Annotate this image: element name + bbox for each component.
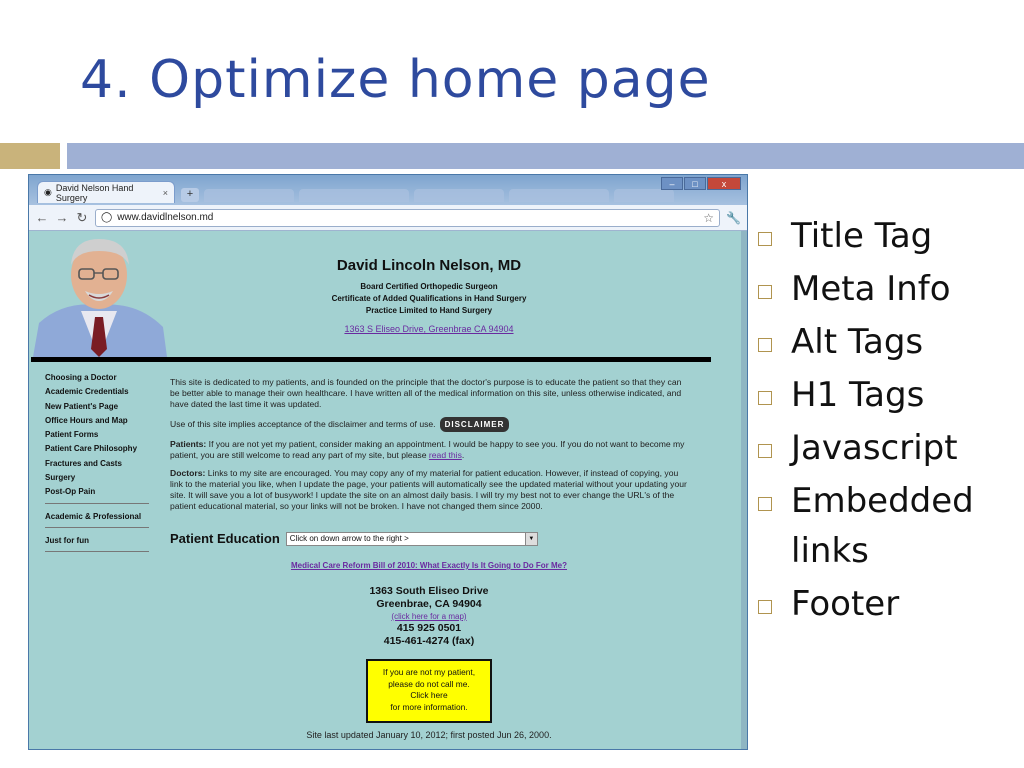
- star-icon[interactable]: ☆: [703, 210, 715, 225]
- bullet-item: [758, 314, 1018, 367]
- nav-item[interactable]: Post-Op Pain: [45, 487, 96, 497]
- bullet-list: [758, 208, 1018, 629]
- phone-number: 415 925 0501: [396, 622, 462, 634]
- bullet-text: Title Tag: [791, 216, 933, 256]
- nav-item[interactable]: New Patient's Page: [45, 401, 119, 411]
- background-tab[interactable]: [509, 189, 609, 202]
- site-subtitle: Board Certified Orthopedic Surgeon: [360, 282, 498, 291]
- bullet-box-icon: [758, 338, 772, 352]
- doctors-label: Doctors:: [170, 468, 206, 478]
- bullet-box-icon: [758, 444, 772, 458]
- url-text: www.davidlnelson.md: [117, 212, 214, 223]
- patients-text: If you are not yet my patient, consider making an appointment. I would be happy to see you. If you do not want to become my patient, you are still welcome to read any part of my site, but please: [170, 439, 685, 460]
- accent-bar-blue: [67, 143, 1024, 169]
- bullet-item: [758, 261, 1018, 314]
- header-rule: [31, 357, 711, 362]
- tab-title: David Nelson Hand Surgery: [55, 182, 134, 203]
- bullet-text: Embedded links: [791, 481, 974, 571]
- bullet-box-icon: [758, 600, 772, 614]
- notice-line: Click here: [410, 690, 448, 700]
- city-address: Greenbrae, CA 94904: [376, 598, 482, 610]
- bullet-item: [758, 473, 1018, 576]
- address-link[interactable]: 1363 S Eliseo Drive, Greenbrae CA 94904: [344, 324, 514, 334]
- browser-toolbar: [29, 205, 747, 231]
- site-nav: [45, 371, 155, 558]
- disclaimer-button[interactable]: DISCLAIMER: [440, 417, 510, 432]
- read-this-link[interactable]: read this: [428, 450, 462, 460]
- select-value: Click on down arrow to the right >: [289, 534, 409, 543]
- patients-paragraph: Patients: If you are not yet my patient, consider making an appointment. I would be happy to see you. If you do not want to become my patient, you are still welcome to read any part of my site, but please read this.: [170, 439, 685, 460]
- tab-close-icon[interactable]: ×: [162, 187, 168, 198]
- nav-divider: [45, 503, 149, 504]
- wrench-icon[interactable]: 🔧: [726, 210, 741, 225]
- terms-line: [170, 417, 692, 432]
- site-footer: Site last updated January 10, 2012; first posted Jun 26, 2000.: [306, 730, 552, 740]
- bullet-text: Alt Tags: [791, 322, 924, 362]
- background-tab[interactable]: [414, 189, 504, 202]
- street-address: 1363 South Eliseo Drive: [369, 585, 489, 597]
- address-bar[interactable]: [95, 209, 720, 227]
- contact-block: [189, 585, 669, 648]
- dropdown-arrow-icon[interactable]: ▼: [525, 533, 537, 545]
- bullet-text: Javascript: [791, 428, 958, 468]
- bullet-text: H1 Tags: [791, 375, 925, 415]
- main-content: [170, 377, 692, 519]
- site-subtitle: Practice Limited to Hand Surgery: [365, 306, 493, 315]
- nav-item[interactable]: Just for fun: [45, 535, 89, 545]
- browser-window: [28, 174, 748, 750]
- intro-text: This site is dedicated to my patients, and is founded on the principle that the doctor's purpose is to educate the patient so that they can be better able to manage their own healthcare. I have written all of the medical information on this site, unless otherwise indicated, and have dated the last time it was updated.: [170, 377, 682, 409]
- not-patient-notice[interactable]: [366, 659, 492, 723]
- bullet-text: Footer: [791, 584, 900, 624]
- notice-line: please do not call me.: [388, 678, 470, 689]
- background-tab[interactable]: [204, 189, 294, 202]
- slide-title: 4. Optimize home page: [80, 50, 711, 110]
- nav-item[interactable]: Choosing a Doctor: [45, 373, 117, 382]
- nav-divider: [45, 527, 149, 528]
- new-tab-button[interactable]: +: [181, 188, 199, 202]
- patient-education-row: [170, 531, 538, 546]
- accent-bar-gold: [0, 143, 60, 169]
- web-page: [29, 231, 747, 750]
- bullet-box-icon: [758, 285, 772, 299]
- back-arrow-icon[interactable]: ←: [35, 210, 49, 225]
- forward-arrow-icon[interactable]: →: [55, 210, 69, 225]
- doctor-portrait: [33, 231, 167, 357]
- background-tab[interactable]: [614, 189, 674, 202]
- notice-line: If you are not my patient,: [382, 667, 476, 677]
- reform-link[interactable]: Medical Care Reform Bill of 2010: What Exactly Is It Going to Do For Me?: [290, 561, 568, 570]
- nav-item[interactable]: Surgery: [45, 473, 76, 483]
- patient-education-label: Patient Education: [170, 531, 280, 546]
- site-subtitle: Certificate of Added Qualifications in Hand Surgery: [331, 294, 527, 303]
- map-link[interactable]: (click here for a map): [391, 612, 467, 621]
- minimize-button[interactable]: –: [661, 177, 683, 190]
- patient-education-select[interactable]: [286, 532, 538, 546]
- nav-item[interactable]: Patient Forms: [45, 430, 99, 440]
- patients-label: Patients:: [170, 439, 207, 449]
- tab-active[interactable]: [37, 181, 175, 203]
- background-tab[interactable]: [299, 189, 409, 202]
- browser-chrome: [29, 175, 747, 231]
- close-window-button[interactable]: x: [707, 177, 741, 190]
- bullet-item: [758, 367, 1018, 420]
- terms-text: Use of this site implies acceptance of the disclaimer and terms of use.: [170, 418, 436, 429]
- reload-icon[interactable]: ↻: [76, 209, 88, 225]
- bullet-item: [758, 576, 1018, 629]
- nav-item[interactable]: Office Hours and Map: [45, 415, 128, 425]
- scrollbar[interactable]: [741, 231, 747, 750]
- nav-item[interactable]: Academic & Professional: [45, 511, 142, 521]
- fax-number: 415-461-4274 (fax): [383, 635, 475, 647]
- page-icon: ◯: [101, 212, 113, 223]
- doctors-text: Links to my site are encouraged. You may copy any of my material for patient education. However, if instead of copying, you link to the material you like, when I update the page, your patients will automatically see the updated material without your updating your site. It will save you a lot of busywork! I update the site on an almost daily basis. I will try my best not to ever change the URL's of the patient educational material, so your links will not be broken. I have not changed them since 2000.: [170, 468, 687, 511]
- bullet-text: Meta Info: [791, 269, 951, 309]
- site-title: David Lincoln Nelson, MD: [336, 257, 522, 274]
- window-controls: [661, 177, 741, 190]
- maximize-button[interactable]: □: [684, 177, 706, 190]
- bullet-item: [758, 420, 1018, 473]
- nav-item[interactable]: Fractures and Casts: [45, 458, 122, 468]
- bullet-box-icon: [758, 391, 772, 405]
- nav-divider: [45, 551, 149, 552]
- nav-item[interactable]: Academic Credentials: [45, 387, 129, 397]
- notice-line: for more information.: [390, 701, 468, 712]
- bullet-item: [758, 208, 1018, 261]
- doctors-paragraph: [170, 468, 692, 512]
- nav-item[interactable]: Patient Care Philosophy: [45, 444, 138, 454]
- globe-icon: ◉: [44, 187, 52, 197]
- bullet-box-icon: [758, 232, 772, 246]
- bullet-box-icon: [758, 497, 772, 511]
